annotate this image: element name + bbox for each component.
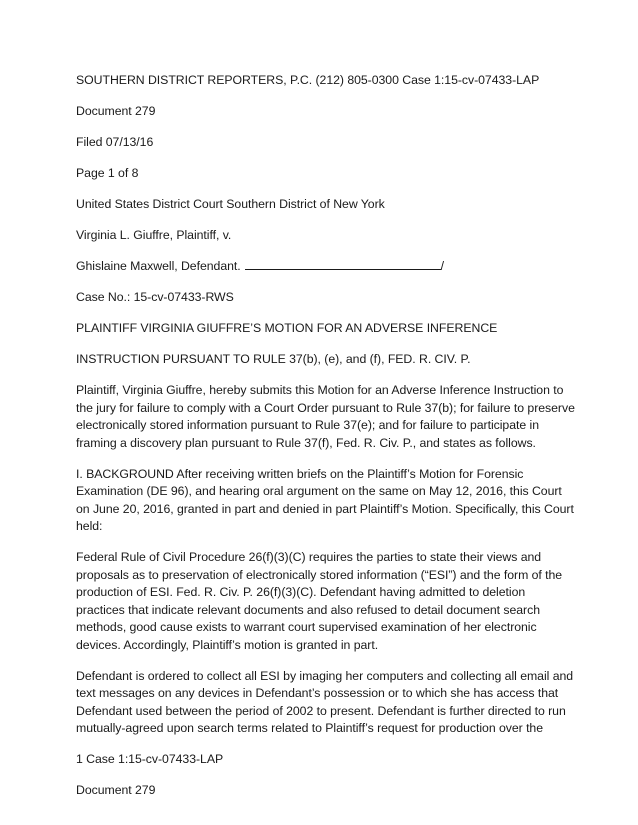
court-name: United States District Court Southern District of New York [76, 197, 385, 211]
motion-title-line-1: PLAINTIFF VIRGINIA GIUFFRE’S MOTION FOR AN ADVERSE INFERENCE [76, 321, 498, 335]
order-paragraph: Defendant is ordered to collect all ESI by imaging her computers and collecting all email and text messages on any devices in Defendant’s possession or to which she has access that Defendant used between the period of 2002 to present. Defendant is further directed to run mutually-agreed upon search terms related to Plaintiff’s request for production over the [76, 668, 574, 735]
motion-title-line-2: INSTRUCTION PURSUANT TO RULE 37(b), (e), and (f), FED. R. CIV. P. [76, 352, 471, 366]
footer-document: Document 279 [76, 783, 156, 797]
background-paragraph: I. BACKGROUND After receiving written briefs on the Plaintiff’s Motion for Forensic Examination (DE 96), and hearing oral argument on the same on May 12, 2016, this Court on June 20, 2016, granted in part and denied in part Plaintiff’s Motion. Specifically, this Court held: [76, 466, 574, 533]
page-number: Page 1 of 8 [76, 166, 139, 180]
plaintiff-line: Virginia L. Giuffre, Plaintiff, v. [76, 228, 232, 242]
header-line: SOUTHERN DISTRICT REPORTERS, P.C. (212) 805-0300 Case 1:15-cv-07433-LAP [76, 73, 540, 87]
defendant-name: Ghislaine Maxwell, Defendant. [76, 259, 241, 273]
defendant-suffix: / [440, 259, 445, 273]
filed-date: Filed 07/13/16 [76, 135, 154, 149]
rule-paragraph: Federal Rule of Civil Procedure 26(f)(3)(C) requires the parties to state their views and proposals as to preservation of electronically stored information (“ESI”) and the form of the production of ESI. Fed. R. Civ. P. 26(f)(3)(C). Defendant having admitted to deletion practices that indicate relevant documents and also refused to detail document search methods, good cause exists to warrant court supervised examination of her electronic devices. Accordingly, Plaintiff’s motion is granted in part. [76, 550, 563, 652]
case-number: Case No.: 15-cv-07433-RWS [76, 290, 234, 304]
footer-case: 1 Case 1:15-cv-07433-LAP [76, 752, 224, 766]
document-body [76, 72, 576, 800]
defendant-line [76, 258, 576, 276]
signature-underline [245, 258, 441, 270]
intro-paragraph: Plaintiff, Virginia Giuffre, hereby submits this Motion for an Adverse Inference Instruction to the jury for failure to comply with a Court Order pursuant to Rule 37(b); for failure to preserve electronically stored information pursuant to Rule 37(e); and for failure to participate in framing a discovery plan pursuant to Rule 37(f), Fed. R. Civ. P., and states as follows. [76, 383, 575, 450]
document-number: Document 279 [76, 104, 156, 118]
